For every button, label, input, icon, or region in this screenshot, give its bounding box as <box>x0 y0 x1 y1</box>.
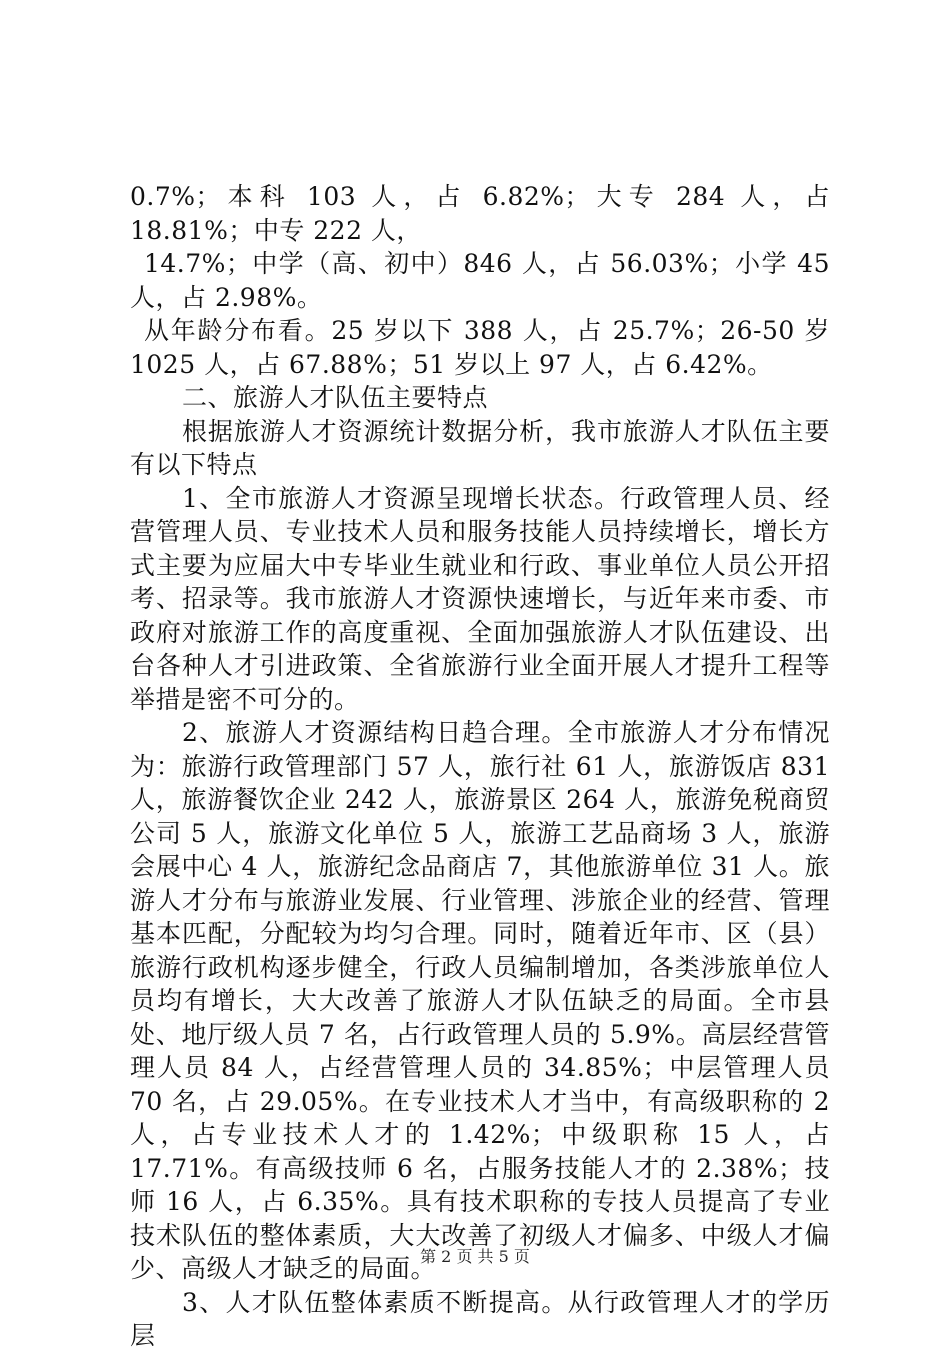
paragraph-point-2: 2、旅游人才资源结构日趋合理。全市旅游人才分布情况为：旅游行政管理部门 57 人，旅行社 61 人，旅游饭店 831 人，旅游餐饮企业 242 人，旅游景区 264 人，旅游免税商贸公司 5 人，旅游文化单位 5 人，旅游工艺品商场 3 人，旅游会展中心 4 人，旅游纪念品商店 7，其他旅游单位 31 人。旅游人才分布与旅游业发展、行业管理、涉旅企业的经营、管理基本匹配，分配较为均匀合理。同时，随着近年市、区（县）旅游行政机构逐步健全，行政人员编制增加，各类涉旅单位人员均有增长，大大改善了旅游人才队伍缺乏的局面。全市县处、地厅级人员 7 名，占行政管理人员的 5.9%。高层经营管理人员 84 人，占经营管理人员的 34.85%；中层管理人员 70 名，占 29.05%。在专业技术人才当中，有高级职称的 2 人，占专业技术人才的 1.42%；中级职称 15 人，占 17.71%。有高级技师 6 名，占服务技能人才的 2.38%；技师 16 人，占 6.35%。具有技术职称的专技人员提高了专业技术队伍的整体素质，大大改善了初级人才偏多、中级人才偏少、高级人才缺乏的局面。 <box>130 718 830 1283</box>
paragraph-point-3: 3、人才队伍整体素质不断提高。从行政管理人才的学历层 <box>130 1287 830 1350</box>
section-heading: 二、旅游人才队伍主要特点 <box>182 383 489 412</box>
document-body <box>130 180 830 1353</box>
paragraph-education-2: 14.7%；中学（高、初中）846 人，占 56.03%；小学 45 人，占 2.98%。 <box>130 249 830 312</box>
page-footer: 第 2 页 共 5 页 <box>420 1247 530 1266</box>
paragraph-point-1: 1、全市旅游人才资源呈现增长状态。行政管理人员、经营管理人员、专业技术人员和服务技能人员持续增长，增长方式主要为应届大中专毕业生就业和行政、事业单位人员公开招考、招录等。我市旅游人才资源快速增长，与近年来市委、市政府对旅游工作的高度重视、全面加强旅游人才队伍建设、出台各种人才引进政策、全省旅游行业全面开展人才提升工程等举措是密不可分的。 <box>130 483 830 714</box>
paragraph-intro: 根据旅游人才资源统计数据分析，我市旅游人才队伍主要有以下特点 <box>130 416 830 479</box>
paragraph-education-1: 0.7%；本科 103 人，占 6.82%；大专 284 人，占 18.81%；中专 222 人， <box>130 182 830 245</box>
paragraph-age-distribution: 从年龄分布看。25 岁以下 388 人，占 25.7%；26-50 岁 1025 人，占 67.88%；51 岁以上 97 人，占 6.42%。 <box>130 316 830 379</box>
